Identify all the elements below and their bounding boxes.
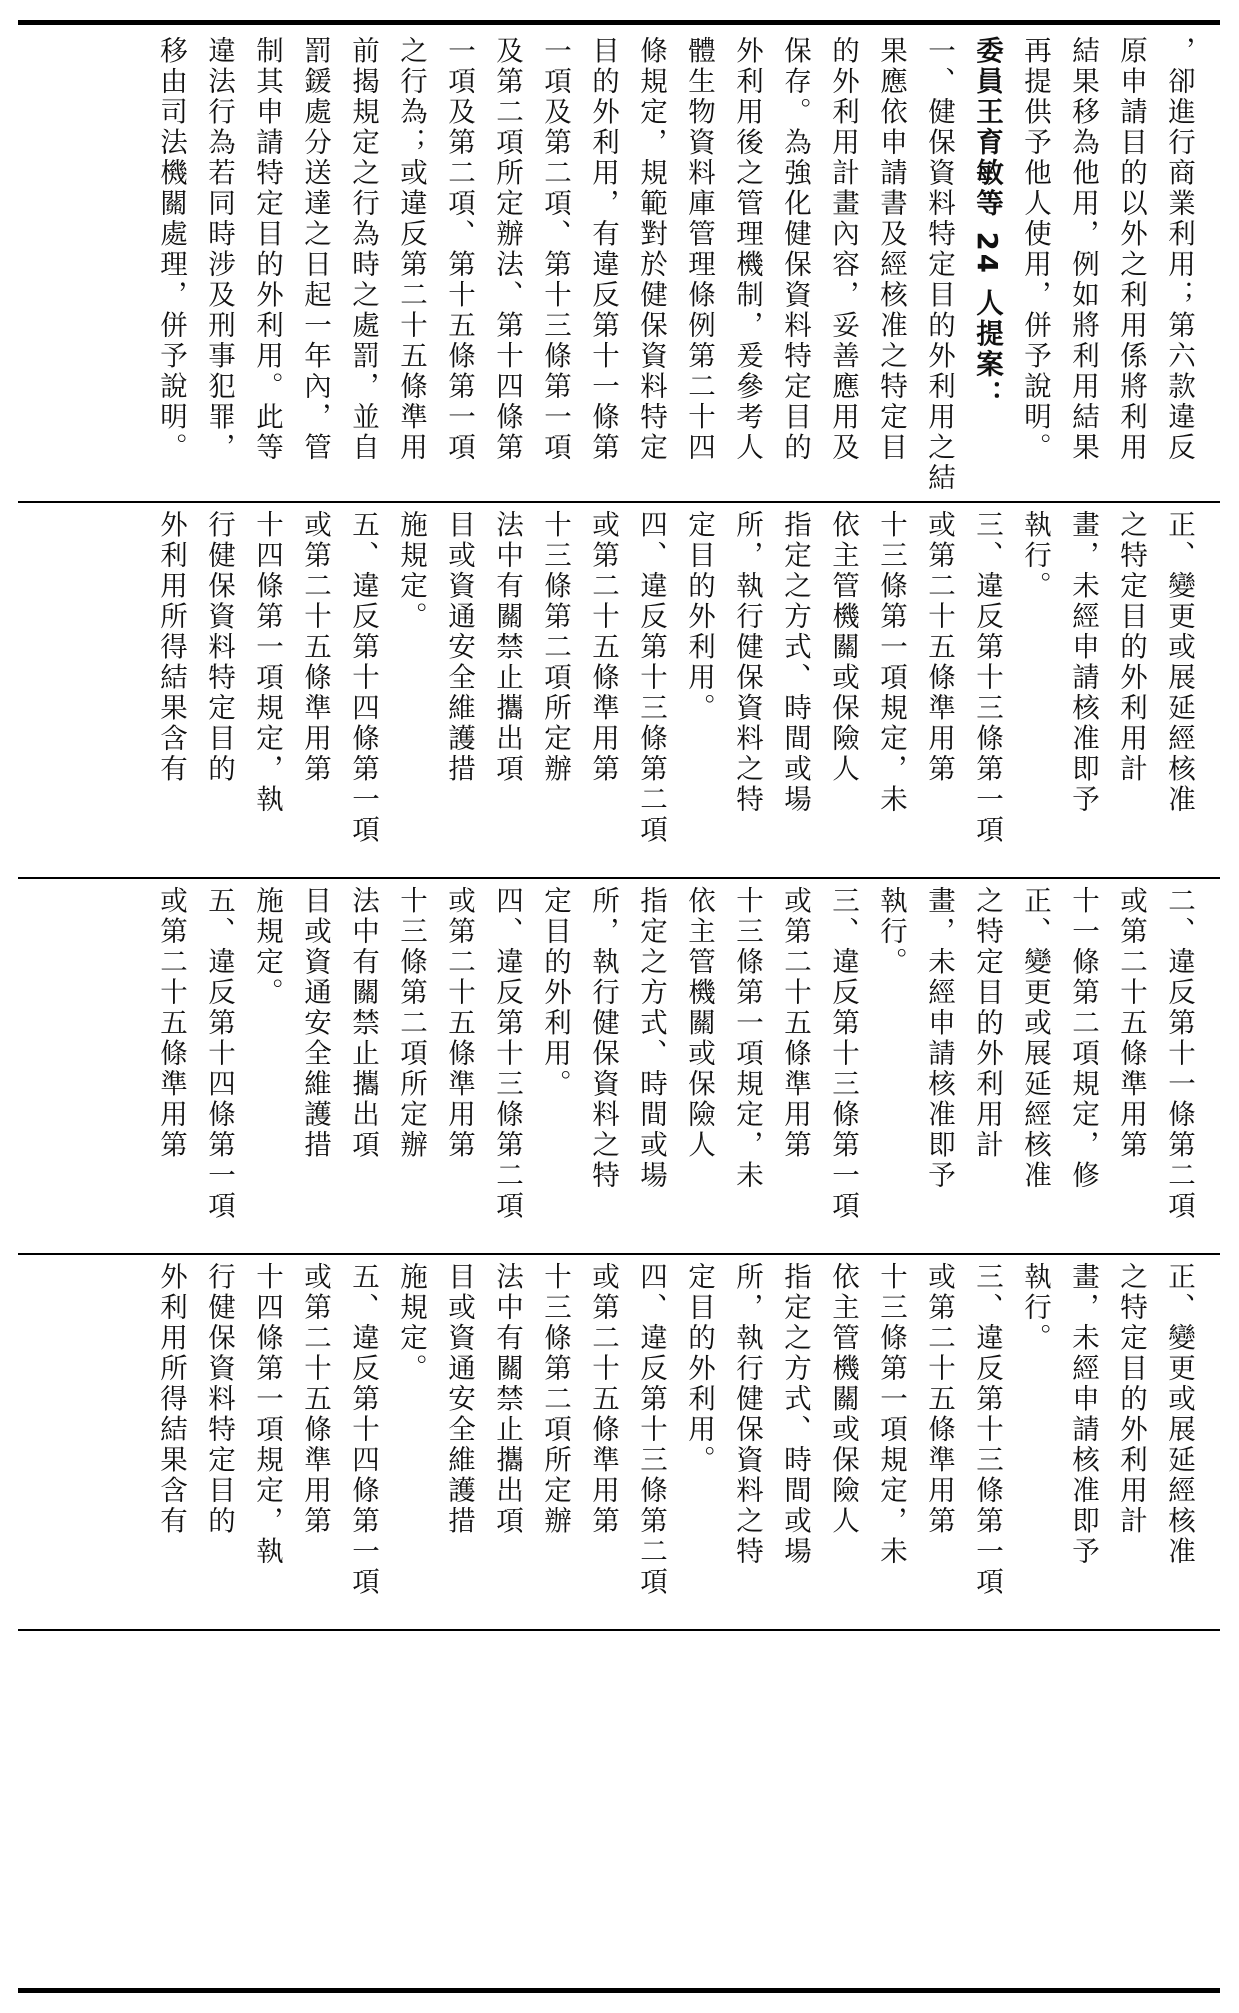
text-line: 五、違反第十四條第一項 (203, 886, 235, 1222)
text-line: 之行為；或違反第二十五條準用 (395, 36, 427, 463)
text-line: 外利用後之管理機制，爰參考人 (731, 36, 763, 463)
text-line: 正、變更或展延經核准 (1019, 886, 1051, 1191)
text-line: 再提供予他人使用，併予說明。 (1019, 36, 1051, 463)
text-line: 法中有關禁止攜出項 (347, 886, 379, 1161)
text-line: 前揭規定之行為時之處罰，並自 (347, 36, 379, 463)
text-line: 或第二十五條準用第 (779, 886, 811, 1161)
text-line: 法中有關禁止攜出項 (491, 510, 523, 785)
text-line: 五、違反第十四條第一項 (347, 1262, 379, 1598)
text-line: 依主管機關或保險人 (683, 886, 715, 1161)
text-line: 保存。為強化健保資料特定目的 (779, 36, 811, 463)
text-line: 二、違反第十一條第二項 (1163, 886, 1195, 1222)
text-line: 四、違反第十三條第二項 (635, 510, 667, 846)
text-line: 或第二十五條準用第 (1115, 886, 1147, 1161)
text-line: 定目的外利用。 (539, 886, 571, 1100)
text-line: 施規定。 (395, 1262, 427, 1384)
text-line: 法中有關禁止攜出項 (491, 1262, 523, 1537)
text-line: 正、變更或展延經核准 (1163, 1262, 1195, 1567)
text-line: 依主管機關或保險人 (827, 1262, 859, 1537)
text-line: 目或資通安全維護措 (443, 510, 475, 785)
text-line: 體生物資料庫管理條例第二十四 (683, 36, 715, 463)
text-line: 執行。 (1019, 1262, 1051, 1354)
text-line: 一項及第二項、第十三條第一項 (539, 36, 571, 463)
text-line: 外利用所得結果含有 (155, 510, 187, 785)
text-line: 施規定。 (251, 886, 283, 1008)
text-line: 指定之方式、時間或場 (635, 886, 667, 1191)
text-line: 的外利用計畫內容，妥善應用及 (827, 36, 859, 463)
text-line: 畫，未經申請核准即予 (1067, 510, 1099, 815)
text-line: 原申請目的以外之利用係將利用 (1115, 36, 1147, 463)
text-line: 三、違反第十三條第一項 (971, 510, 1003, 846)
section-divider (18, 501, 1220, 503)
text-line: 十三條第二項所定辦 (539, 1262, 571, 1537)
text-line: 十三條第一項規定，未 (875, 510, 907, 815)
text-line: 或第二十五條準用第 (155, 886, 187, 1161)
text-line: 十三條第二項所定辦 (539, 510, 571, 785)
proposal-heading: 委員王育敏等 24 人提案： (971, 36, 1003, 411)
text-line: 畫，未經申請核准即予 (1067, 1262, 1099, 1567)
text-line: 正、變更或展延經核准 (1163, 510, 1195, 815)
section-divider (18, 877, 1220, 879)
text-column-row-2 (38, 510, 1203, 870)
text-line: 所，執行健保資料之特 (731, 1262, 763, 1567)
text-line: 移由司法機關處理，併予說明。 (155, 36, 187, 463)
text-column-row-3 (38, 886, 1203, 1246)
top-rule (18, 20, 1220, 25)
text-line: 一項及第二項、第十五條第一項 (443, 36, 475, 463)
text-line: 目或資通安全維護措 (299, 886, 331, 1161)
text-line: ，卻進行商業利用；第六款違反 (1163, 36, 1195, 463)
text-line: 結果移為他用，例如將利用結果 (1067, 36, 1099, 463)
text-line: 或第二十五條準用第 (923, 510, 955, 785)
text-line: 或第二十五條準用第 (923, 1262, 955, 1537)
text-line: 果應依申請書及經核准之特定目 (875, 36, 907, 463)
text-line: 十四條第一項規定，執 (251, 510, 283, 815)
section-divider (18, 1253, 1220, 1255)
text-line: 違法行為若同時涉及刑事犯罪， (203, 36, 235, 463)
text-line: 畫，未經申請核准即予 (923, 886, 955, 1191)
section-divider (18, 1629, 1220, 1631)
text-line: 十三條第一項規定，未 (875, 1262, 907, 1567)
text-line: 一、健保資料特定目的外利用之結 (923, 36, 955, 494)
text-line: 或第二十五條準用第 (587, 510, 619, 785)
text-line: 十三條第二項所定辦 (395, 886, 427, 1161)
text-line: 罰鍰處分送達之日起一年內，管 (299, 36, 331, 463)
text-line: 制其申請特定目的外利用。此等 (251, 36, 283, 463)
text-line: 外利用所得結果含有 (155, 1262, 187, 1537)
text-line: 五、違反第十四條第一項 (347, 510, 379, 846)
text-line: 執行。 (875, 886, 907, 978)
text-line: 目或資通安全維護措 (443, 1262, 475, 1537)
text-line: 指定之方式、時間或場 (779, 1262, 811, 1567)
text-line: 四、違反第十三條第二項 (635, 1262, 667, 1598)
text-line: 三、違反第十三條第一項 (971, 1262, 1003, 1598)
text-line: 所，執行健保資料之特 (587, 886, 619, 1191)
text-line: 依主管機關或保險人 (827, 510, 859, 785)
text-column-row-4 (38, 1262, 1203, 1622)
text-line: 指定之方式、時間或場 (779, 510, 811, 815)
text-line: 定目的外利用。 (683, 1262, 715, 1476)
text-line: 之特定目的外利用計 (971, 886, 1003, 1161)
text-line: 行健保資料特定目的 (203, 510, 235, 785)
text-line: 之特定目的外利用計 (1115, 1262, 1147, 1537)
text-line: 或第二十五條準用第 (443, 886, 475, 1161)
text-line: 十四條第一項規定，執 (251, 1262, 283, 1567)
text-line: 所，執行健保資料之特 (731, 510, 763, 815)
text-line: 施規定。 (395, 510, 427, 632)
text-line: 行健保資料特定目的 (203, 1262, 235, 1537)
text-line: 十三條第一項規定，未 (731, 886, 763, 1191)
text-line: 四、違反第十三條第二項 (491, 886, 523, 1222)
text-line: 定目的外利用。 (683, 510, 715, 724)
text-line: 之特定目的外利用計 (1115, 510, 1147, 785)
text-line: 及第二項所定辦法、第十四條第 (491, 36, 523, 463)
text-line: 或第二十五條準用第 (587, 1262, 619, 1537)
text-line: 目的外利用，有違反第十一條第 (587, 36, 619, 463)
text-line: 或第二十五條準用第 (299, 1262, 331, 1537)
text-line: 十一條第二項規定，修 (1067, 886, 1099, 1191)
text-line: 三、違反第十三條第一項 (827, 886, 859, 1222)
text-line: 或第二十五條準用第 (299, 510, 331, 785)
text-line: 條規定，規範對於健保資料特定 (635, 36, 667, 463)
text-line: 執行。 (1019, 510, 1051, 602)
text-column-row-1 (38, 36, 1203, 496)
bottom-rule (18, 1988, 1220, 1993)
